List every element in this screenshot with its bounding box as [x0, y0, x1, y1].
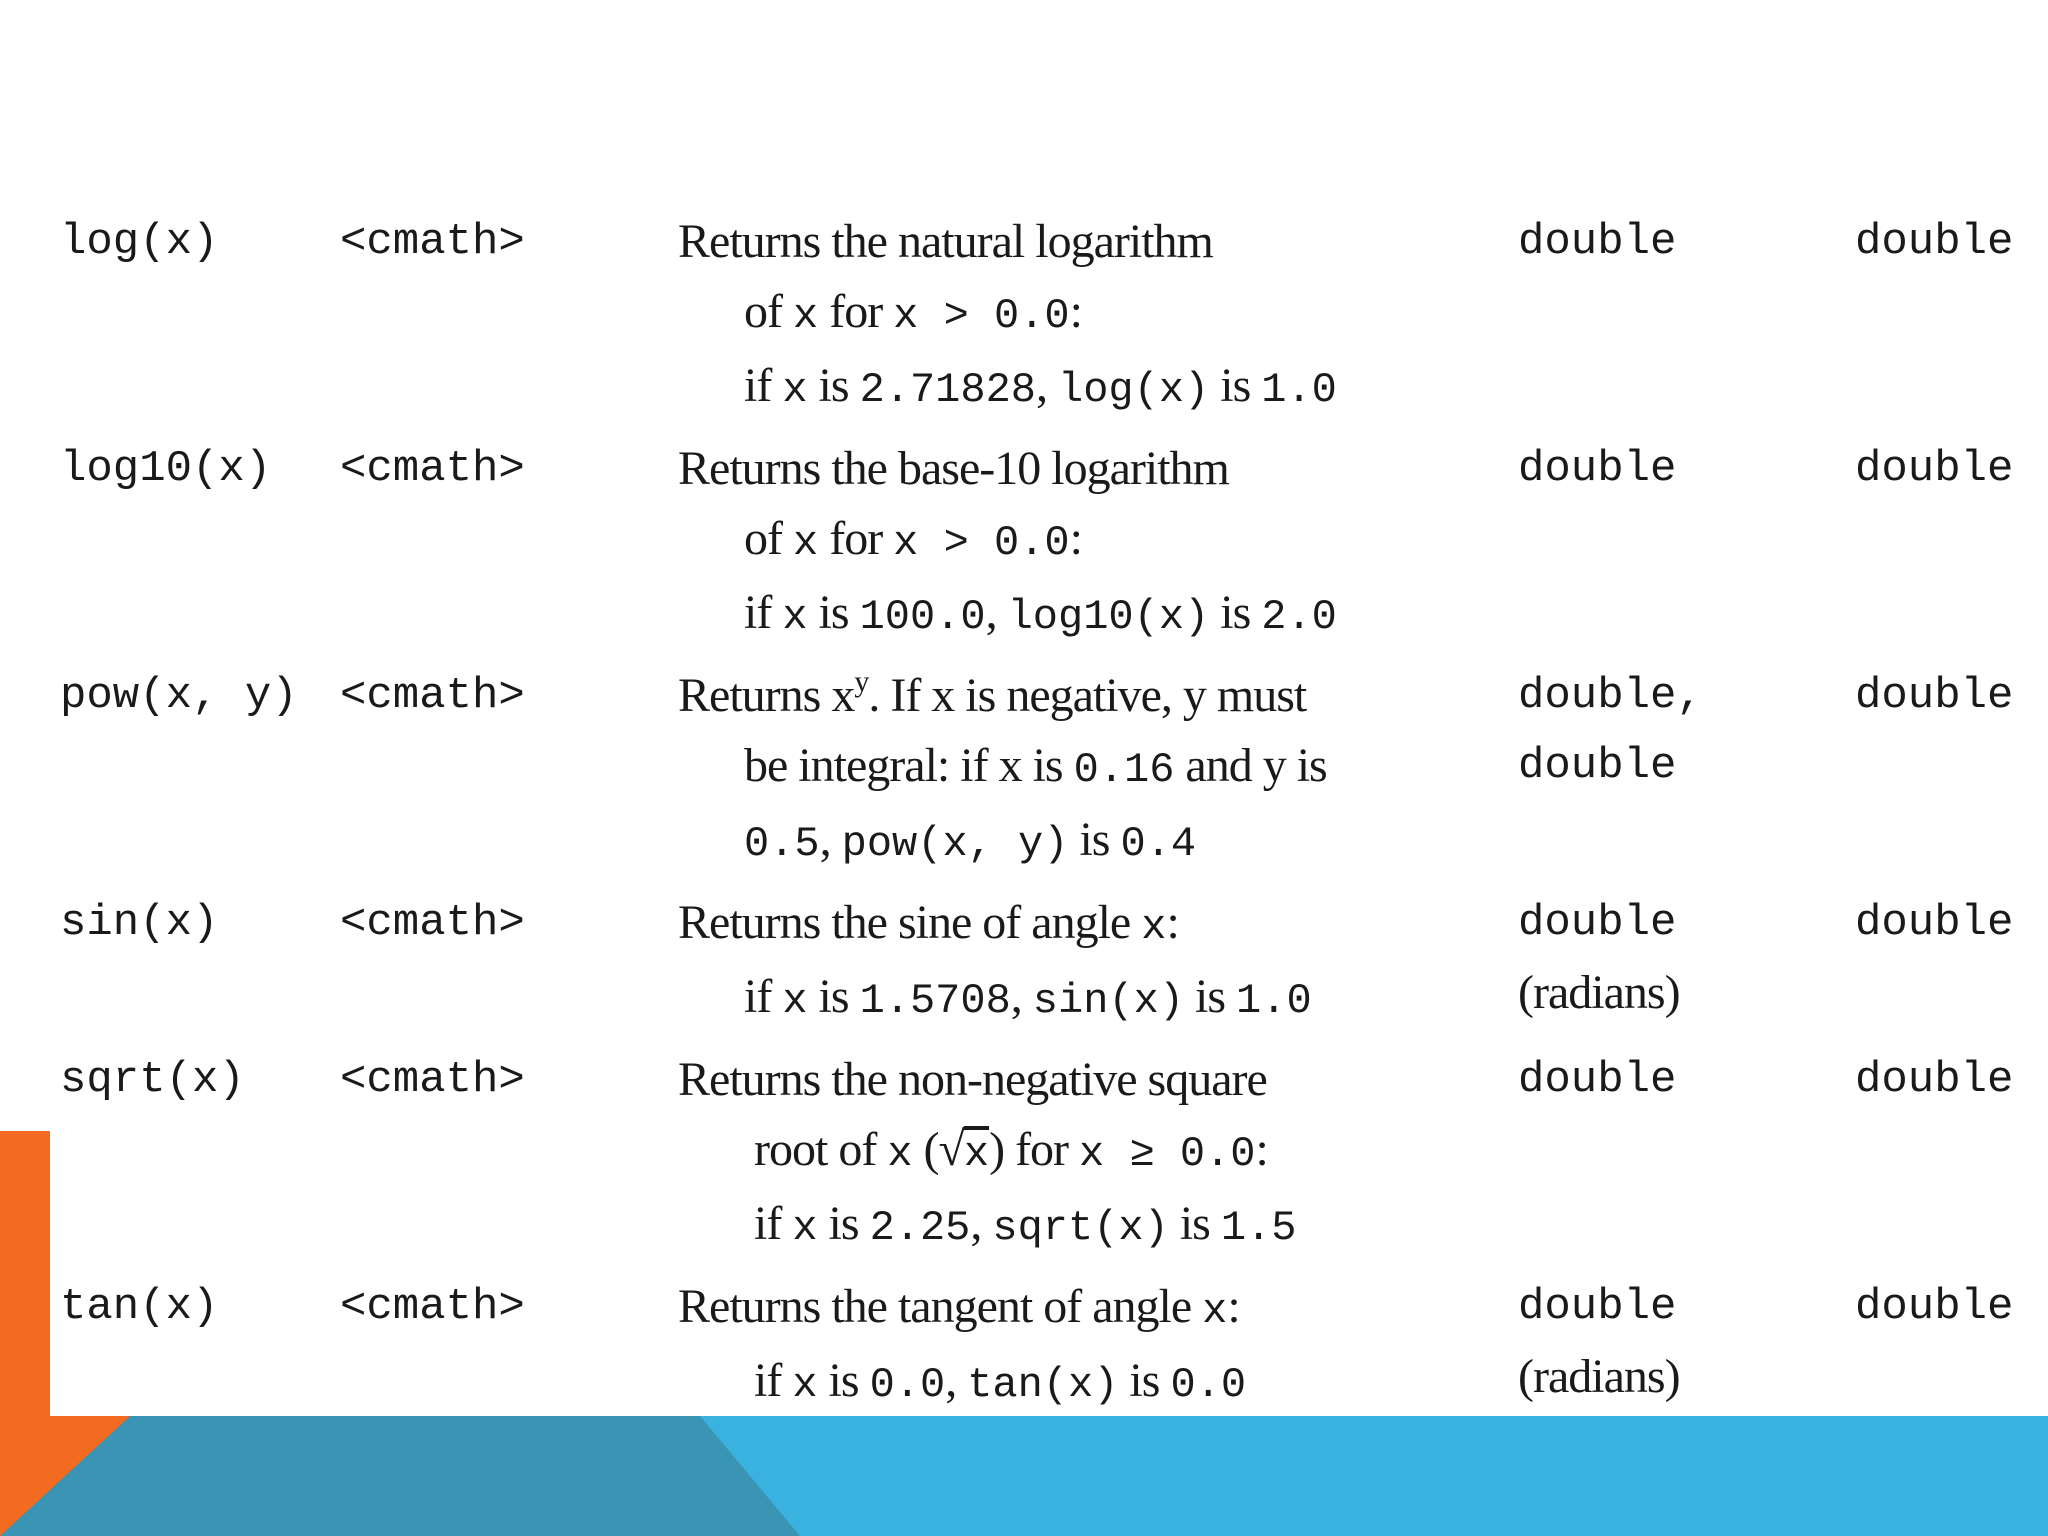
function-name: log10(x): [60, 444, 272, 494]
description-line: Returns $x^y$. If x is negative, y must: [678, 665, 1307, 722]
description-line: Returns the base-10 logarithm: [678, 442, 1229, 495]
header-file: <cmath>: [340, 1055, 525, 1105]
return-type: double: [1855, 1055, 2014, 1105]
return-type: double: [1855, 217, 2014, 267]
description-line: if x is 100.0, log10(x) is 2.0: [744, 586, 1337, 641]
description-line: if x is 1.5708, sin(x) is 1.0: [744, 970, 1312, 1025]
function-name: sqrt(x): [60, 1055, 245, 1105]
header-file: <cmath>: [340, 217, 525, 267]
header-file: <cmath>: [340, 671, 525, 721]
function-name: tan(x): [60, 1282, 219, 1332]
description: [678, 1045, 1458, 1263]
description: [678, 434, 1458, 652]
return-type: double: [1855, 444, 2014, 494]
description: [678, 1272, 1458, 1420]
argument-type: double, double: [1518, 671, 1703, 791]
argument-type: double: [1518, 1055, 1677, 1105]
description: [678, 207, 1458, 425]
description-line: Returns the natural logarithm: [678, 215, 1213, 268]
header-file: <cmath>: [340, 444, 525, 494]
argument-type: double: [1518, 217, 1677, 267]
description: [678, 661, 1458, 879]
function-name: sin(x): [60, 898, 219, 948]
return-type: double: [1855, 898, 2014, 948]
header-file: <cmath>: [340, 898, 525, 948]
description-line: be integral: if x is 0.16 and y is: [744, 739, 1327, 794]
function-name: pow(x, y): [60, 671, 298, 721]
description-line: of x for x > 0.0:: [744, 285, 1082, 340]
description-line: Returns the tangent of angle x:: [678, 1280, 1240, 1335]
description-line: if x is 0.0, tan(x) is 0.0: [754, 1354, 1247, 1409]
description: [678, 888, 1458, 1036]
footer-teal-shape: [0, 1416, 800, 1536]
return-type: double: [1855, 671, 2014, 721]
argument-type: double: [1518, 444, 1677, 494]
description-line: 0.5, pow(x, y) is 0.4: [744, 813, 1197, 868]
return-type: double: [1855, 1282, 2014, 1332]
argument-type: double (radians): [1518, 898, 1680, 1019]
description-line: if x is 2.71828, log(x) is 1.0: [744, 359, 1337, 414]
description-line: Returns the sine of angle x:: [678, 896, 1179, 951]
header-file: <cmath>: [340, 1282, 525, 1332]
description-line: Returns the non-negative square: [678, 1053, 1267, 1106]
description-line: of x for x > 0.0:: [744, 512, 1082, 567]
description-line: root of x (√x) for x ≥ 0.0:: [754, 1123, 1268, 1178]
argument-type: double (radians): [1518, 1282, 1680, 1403]
function-name: log(x): [60, 217, 219, 267]
description-line: if x is 2.25, sqrt(x) is 1.5: [754, 1197, 1297, 1252]
